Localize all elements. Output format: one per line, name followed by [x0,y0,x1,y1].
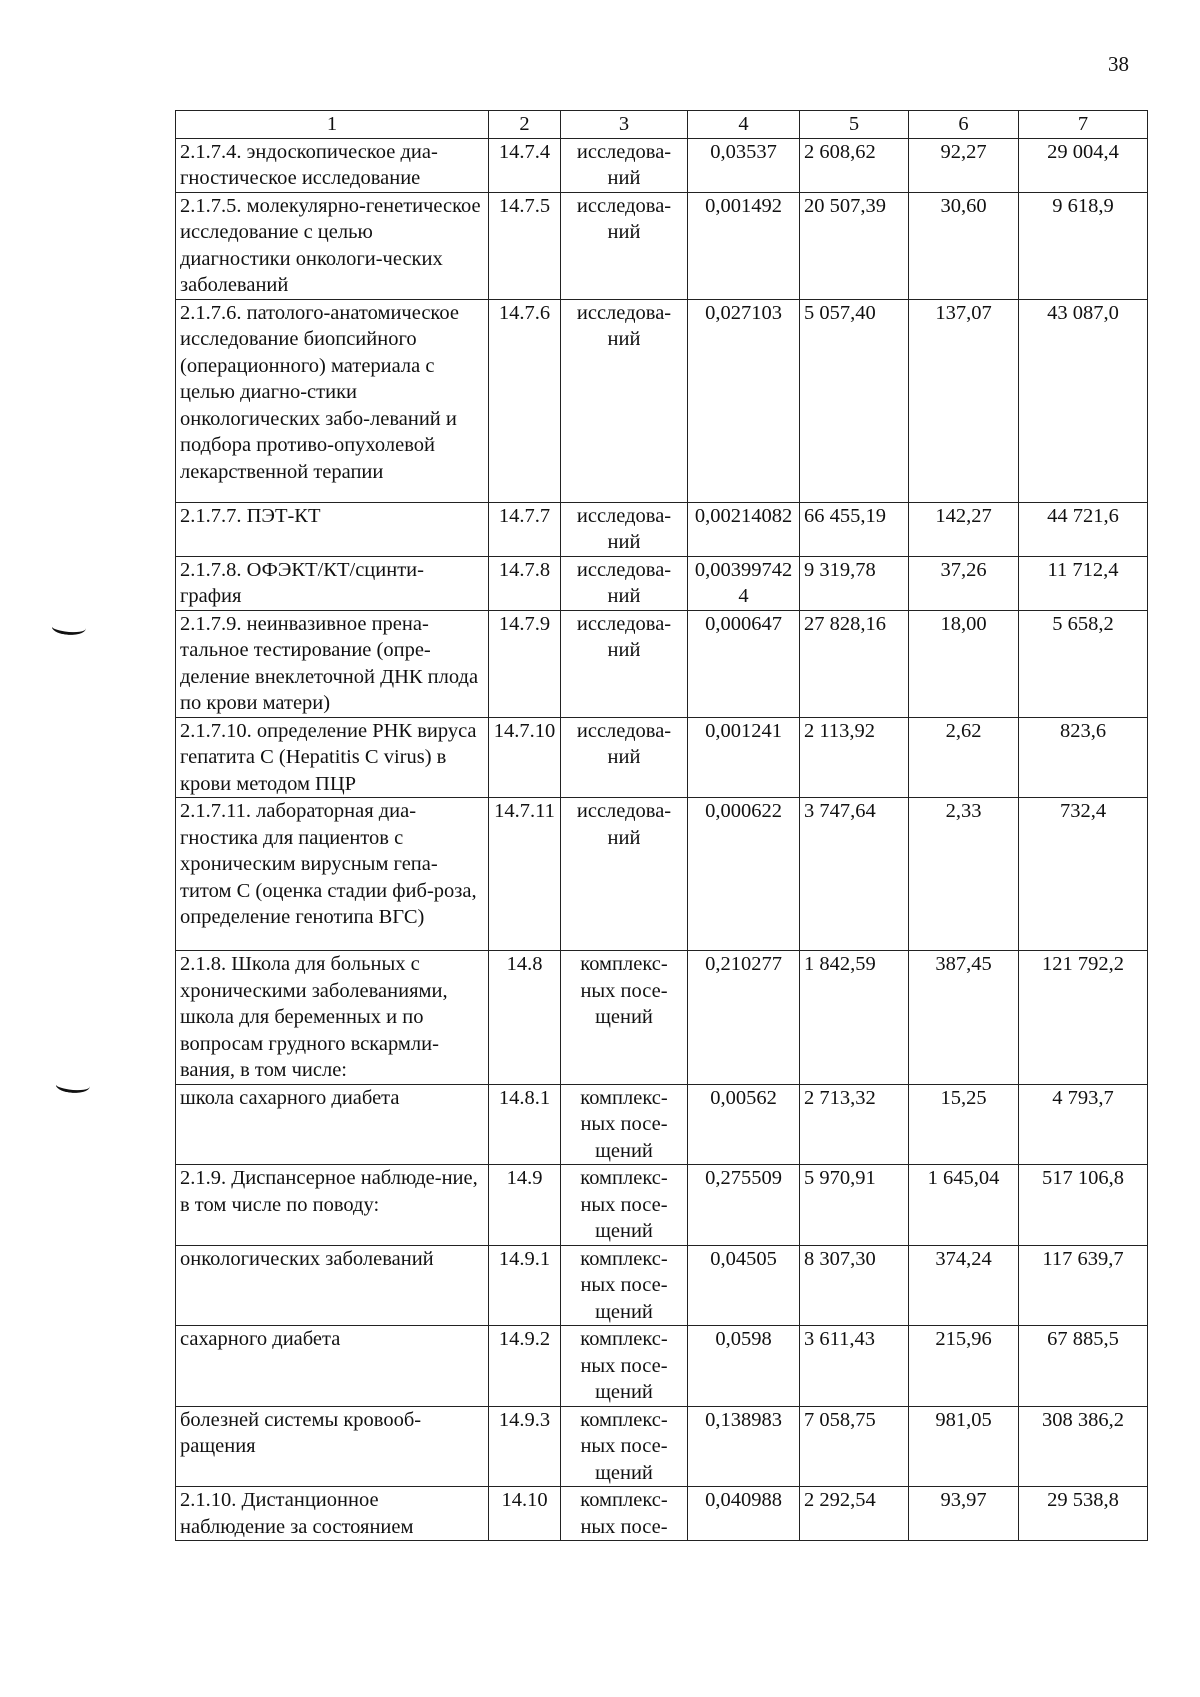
row-per-capita: 387,45 [909,951,1019,1085]
row-code: 14.9.1 [489,1245,561,1326]
row-code: 14.7.10 [489,717,561,798]
data-table [175,110,1148,1541]
table-row [176,1165,1148,1246]
header-cell: 6 [909,111,1019,139]
row-total: 5 658,2 [1019,610,1148,717]
row-standard: 0,040988 [688,1487,800,1541]
table-row [176,138,1148,192]
row-cost: 20 507,39 [800,192,909,299]
table-row [176,1245,1148,1326]
row-per-capita: 137,07 [909,299,1019,502]
row-label: школа сахарного диабета [176,1084,489,1165]
row-standard: 0,000647 [688,610,800,717]
row-total: 308 386,2 [1019,1406,1148,1487]
row-label: 2.1.7.8. ОФЭКТ/КТ/сцинти-графия [176,556,489,610]
header-cell: 7 [1019,111,1148,139]
row-total: 29 538,8 [1019,1487,1148,1541]
table-row [176,299,1148,502]
row-standard: 0,003997424 [688,556,800,610]
row-per-capita: 215,96 [909,1326,1019,1407]
row-cost: 5 970,91 [800,1165,909,1246]
row-label: 2.1.7.6. патолого-анатомическое исследование биопсийного (операционного) материала с целью диагно-стики онкологических забо-леваний и подбора противо-опухолевой лекарственной терапии [176,299,489,502]
row-unit: исследова-ний [561,138,688,192]
row-per-capita: 374,24 [909,1245,1019,1326]
row-total: 4 793,7 [1019,1084,1148,1165]
row-code: 14.7.4 [489,138,561,192]
row-code: 14.9 [489,1165,561,1246]
table-row [176,1406,1148,1487]
row-label: 2.1.7.5. молекулярно-генетическое исследование с целью диагностики онкологи-ческих заболеваний [176,192,489,299]
row-cost: 3 611,43 [800,1326,909,1407]
pen-mark [55,1076,91,1096]
row-label: онкологических заболеваний [176,1245,489,1326]
row-unit: исследова-ний [561,502,688,556]
row-cost: 5 057,40 [800,299,909,502]
row-label: 2.1.7.9. неинвазивное прена-тальное тестирование (опре-деление внеклеточной ДНК плода по крови матери) [176,610,489,717]
row-total: 117 639,7 [1019,1245,1148,1326]
row-cost: 66 455,19 [800,502,909,556]
row-standard: 0,000622 [688,798,800,951]
row-total: 121 792,2 [1019,951,1148,1085]
row-label: 2.1.7.4. эндоскопическое диа-гностическое исследование [176,138,489,192]
row-per-capita: 37,26 [909,556,1019,610]
row-cost: 2 713,32 [800,1084,909,1165]
row-standard: 0,138983 [688,1406,800,1487]
row-per-capita: 1 645,04 [909,1165,1019,1246]
row-code: 14.7.7 [489,502,561,556]
row-label: 2.1.10. Дистанционное наблюдение за состоянием [176,1487,489,1541]
pen-mark [51,618,87,638]
row-code: 14.9.3 [489,1406,561,1487]
row-per-capita: 981,05 [909,1406,1019,1487]
row-standard: 0,00214082 [688,502,800,556]
row-total: 9 618,9 [1019,192,1148,299]
row-unit: комплекс-ных посе-щений [561,1406,688,1487]
row-total: 517 106,8 [1019,1165,1148,1246]
row-standard: 0,04505 [688,1245,800,1326]
row-code: 14.7.6 [489,299,561,502]
table-row [176,1326,1148,1407]
row-cost: 3 747,64 [800,798,909,951]
header-cell: 3 [561,111,688,139]
header-cell: 2 [489,111,561,139]
row-standard: 0,03537 [688,138,800,192]
row-unit: комплекс-ных посе-щений [561,1326,688,1407]
row-per-capita: 18,00 [909,610,1019,717]
row-code: 14.9.2 [489,1326,561,1407]
row-unit: комплекс-ных посе- [561,1487,688,1541]
page-number: 38 [1108,52,1129,76]
table-row [176,1084,1148,1165]
row-unit: исследова-ний [561,610,688,717]
row-standard: 0,275509 [688,1165,800,1246]
row-code: 14.8 [489,951,561,1085]
row-unit: исследова-ний [561,299,688,502]
row-standard: 0,001492 [688,192,800,299]
row-cost: 2 608,62 [800,138,909,192]
row-unit: исследова-ний [561,556,688,610]
row-per-capita: 2,33 [909,798,1019,951]
row-cost: 1 842,59 [800,951,909,1085]
row-unit: комплекс-ных посе-щений [561,1084,688,1165]
table-row [176,1487,1148,1541]
row-per-capita: 2,62 [909,717,1019,798]
row-cost: 27 828,16 [800,610,909,717]
row-code: 14.7.8 [489,556,561,610]
row-total: 732,4 [1019,798,1148,951]
row-total: 11 712,4 [1019,556,1148,610]
header-cell: 1 [176,111,489,139]
table-row [176,717,1148,798]
row-label: 2.1.8. Школа для больных с хроническими заболеваниями, школа для беременных и по вопросам грудного вскармли-вания, в том числе: [176,951,489,1085]
row-standard: 0,027103 [688,299,800,502]
row-unit: исследова-ний [561,192,688,299]
row-label: 2.1.7.7. ПЭТ-КТ [176,502,489,556]
row-label: болезней системы кровооб-ращения [176,1406,489,1487]
row-standard: 0,001241 [688,717,800,798]
table-row [176,798,1148,951]
row-code: 14.8.1 [489,1084,561,1165]
row-unit: комплекс-ных посе-щений [561,951,688,1085]
row-code: 14.7.5 [489,192,561,299]
row-label: 2.1.7.10. определение РНК вируса гепатита С (Hepatitis C virus) в крови методом ПЦР [176,717,489,798]
row-per-capita: 15,25 [909,1084,1019,1165]
row-cost: 9 319,78 [800,556,909,610]
row-standard: 0,00562 [688,1084,800,1165]
row-standard: 0,0598 [688,1326,800,1407]
row-per-capita: 93,97 [909,1487,1019,1541]
row-total: 44 721,6 [1019,502,1148,556]
row-unit: исследова-ний [561,798,688,951]
table-row [176,556,1148,610]
row-standard: 0,210277 [688,951,800,1085]
row-total: 67 885,5 [1019,1326,1148,1407]
row-label: 2.1.7.11. лабораторная диа-гностика для пациентов с хроническим вирусным гепа-титом С (оценка стадии фиб-роза, определение генотипа ВГС) [176,798,489,951]
row-cost: 2 113,92 [800,717,909,798]
header-cell: 5 [800,111,909,139]
table-row [176,610,1148,717]
row-cost: 8 307,30 [800,1245,909,1326]
row-code: 14.7.11 [489,798,561,951]
table-row [176,951,1148,1085]
row-cost: 2 292,54 [800,1487,909,1541]
row-cost: 7 058,75 [800,1406,909,1487]
row-code: 14.7.9 [489,610,561,717]
row-per-capita: 142,27 [909,502,1019,556]
row-total: 43 087,0 [1019,299,1148,502]
row-label: 2.1.9. Диспансерное наблюде-ние, в том числе по поводу: [176,1165,489,1246]
row-total: 29 004,4 [1019,138,1148,192]
header-row [176,111,1148,139]
table-row [176,502,1148,556]
row-unit: комплекс-ных посе-щений [561,1165,688,1246]
row-unit: исследова-ний [561,717,688,798]
table-row [176,192,1148,299]
row-total: 823,6 [1019,717,1148,798]
table-body [176,138,1148,1541]
header-cell: 4 [688,111,800,139]
row-label: сахарного диабета [176,1326,489,1407]
row-per-capita: 30,60 [909,192,1019,299]
row-code: 14.10 [489,1487,561,1541]
row-unit: комплекс-ных посе-щений [561,1245,688,1326]
row-per-capita: 92,27 [909,138,1019,192]
